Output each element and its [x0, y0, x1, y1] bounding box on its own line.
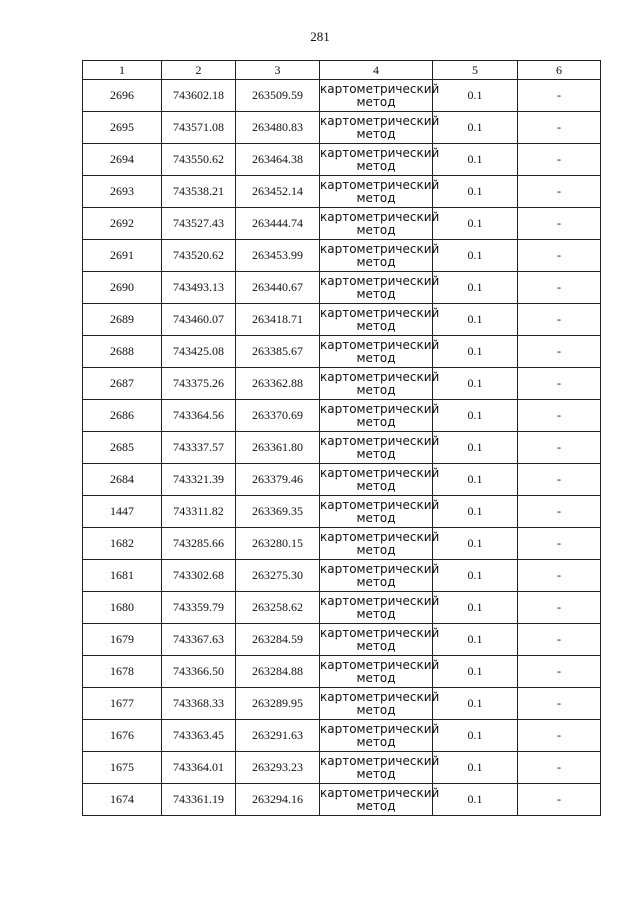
method-cell [320, 560, 440, 592]
method-text: картометрический [320, 593, 440, 608]
table-row [83, 208, 601, 240]
note-cell: - [518, 400, 601, 432]
note-cell: - [518, 304, 601, 336]
table-row [83, 272, 601, 304]
table-row [83, 592, 601, 624]
method-text: метод [356, 606, 396, 621]
accuracy-cell: 0.1 [433, 368, 518, 400]
table-row [83, 112, 601, 144]
x-coordinate-cell: 743571.08 [162, 112, 236, 144]
y-coordinate-cell: 263440.67 [236, 272, 320, 304]
method-text: метод [356, 638, 396, 653]
column-header: 2 [162, 61, 236, 80]
accuracy-cell: 0.1 [433, 752, 518, 784]
accuracy-cell: 0.1 [433, 720, 518, 752]
method-cell [320, 720, 440, 752]
method-text: метод [356, 126, 396, 141]
table-row [83, 656, 601, 688]
method-cell [320, 208, 440, 240]
method-cell [320, 272, 440, 304]
accuracy-cell: 0.1 [433, 208, 518, 240]
method-text: картометрический [320, 785, 440, 800]
x-coordinate-cell: 743364.56 [162, 400, 236, 432]
x-coordinate-cell: 743460.07 [162, 304, 236, 336]
table-row [83, 144, 601, 176]
accuracy-cell: 0.1 [433, 432, 518, 464]
y-coordinate-cell: 263362.88 [236, 368, 320, 400]
y-coordinate-cell: 263280.15 [236, 528, 320, 560]
method-cell [320, 752, 440, 784]
method-cell [320, 784, 440, 816]
note-cell: - [518, 368, 601, 400]
point-number-cell: 1675 [83, 752, 162, 784]
method-text: метод [356, 350, 396, 365]
note-cell: - [518, 272, 601, 304]
table-row [83, 496, 601, 528]
accuracy-cell: 0.1 [433, 240, 518, 272]
note-cell: - [518, 688, 601, 720]
method-cell [320, 496, 440, 528]
x-coordinate-cell: 743321.39 [162, 464, 236, 496]
method-text: метод [356, 318, 396, 333]
accuracy-cell: 0.1 [433, 144, 518, 176]
x-coordinate-cell: 743538.21 [162, 176, 236, 208]
note-cell: - [518, 112, 601, 144]
x-coordinate-cell: 743302.68 [162, 560, 236, 592]
method-text: метод [356, 286, 396, 301]
column-header: 1 [83, 61, 162, 80]
point-number-cell: 2694 [83, 144, 162, 176]
x-coordinate-cell: 743602.18 [162, 80, 236, 112]
table-row [83, 688, 601, 720]
note-cell: - [518, 528, 601, 560]
table-header-row [83, 61, 601, 80]
point-number-cell: 1680 [83, 592, 162, 624]
note-cell: - [518, 80, 601, 112]
method-text: картометрический [320, 81, 440, 96]
point-number-cell: 1682 [83, 528, 162, 560]
table-row [83, 336, 601, 368]
accuracy-cell: 0.1 [433, 304, 518, 336]
accuracy-cell: 0.1 [433, 112, 518, 144]
point-number-cell: 1677 [83, 688, 162, 720]
column-header: 3 [236, 61, 320, 80]
method-text: метод [356, 222, 396, 237]
point-number-cell: 2687 [83, 368, 162, 400]
method-cell [320, 464, 440, 496]
x-coordinate-cell: 743367.63 [162, 624, 236, 656]
table-row [83, 80, 601, 112]
point-number-cell: 1447 [83, 496, 162, 528]
point-number-cell: 2695 [83, 112, 162, 144]
method-cell [320, 80, 440, 112]
y-coordinate-cell: 263294.16 [236, 784, 320, 816]
table-body [83, 80, 601, 816]
point-number-cell: 1678 [83, 656, 162, 688]
note-cell: - [518, 560, 601, 592]
point-number-cell: 1674 [83, 784, 162, 816]
note-cell: - [518, 208, 601, 240]
x-coordinate-cell: 743425.08 [162, 336, 236, 368]
method-cell [320, 176, 440, 208]
point-number-cell: 2691 [83, 240, 162, 272]
column-header: 4 [320, 61, 433, 80]
y-coordinate-cell: 263509.59 [236, 80, 320, 112]
method-text: картометрический [320, 113, 440, 128]
y-coordinate-cell: 263284.59 [236, 624, 320, 656]
note-cell: - [518, 336, 601, 368]
method-text: метод [356, 510, 396, 525]
method-cell [320, 144, 440, 176]
accuracy-cell: 0.1 [433, 528, 518, 560]
method-text: метод [356, 670, 396, 685]
accuracy-cell: 0.1 [433, 176, 518, 208]
point-number-cell: 2690 [83, 272, 162, 304]
accuracy-cell: 0.1 [433, 336, 518, 368]
accuracy-cell: 0.1 [433, 688, 518, 720]
point-number-cell: 1679 [83, 624, 162, 656]
note-cell: - [518, 592, 601, 624]
method-text: картометрический [320, 145, 440, 160]
method-text: метод [356, 734, 396, 749]
y-coordinate-cell: 263369.35 [236, 496, 320, 528]
method-text: метод [356, 766, 396, 781]
point-number-cell: 2684 [83, 464, 162, 496]
table-row [83, 752, 601, 784]
x-coordinate-cell: 743366.50 [162, 656, 236, 688]
method-text: метод [356, 190, 396, 205]
point-number-cell: 2696 [83, 80, 162, 112]
note-cell: - [518, 240, 601, 272]
y-coordinate-cell: 263370.69 [236, 400, 320, 432]
accuracy-cell: 0.1 [433, 560, 518, 592]
y-coordinate-cell: 263464.38 [236, 144, 320, 176]
point-number-cell: 1676 [83, 720, 162, 752]
x-coordinate-cell: 743368.33 [162, 688, 236, 720]
method-text: картометрический [320, 561, 440, 576]
x-coordinate-cell: 743363.45 [162, 720, 236, 752]
method-text: метод [356, 574, 396, 589]
method-cell [320, 240, 440, 272]
table-row [83, 368, 601, 400]
table-row [83, 400, 601, 432]
method-text: метод [356, 542, 396, 557]
table-row [83, 464, 601, 496]
table-row [83, 528, 601, 560]
x-coordinate-cell: 743337.57 [162, 432, 236, 464]
table-row [83, 560, 601, 592]
accuracy-cell: 0.1 [433, 656, 518, 688]
method-text: картометрический [320, 657, 440, 672]
table-row [83, 240, 601, 272]
method-text: метод [356, 478, 396, 493]
method-text: метод [356, 158, 396, 173]
y-coordinate-cell: 263444.74 [236, 208, 320, 240]
y-coordinate-cell: 263361.80 [236, 432, 320, 464]
x-coordinate-cell: 743311.82 [162, 496, 236, 528]
note-cell: - [518, 176, 601, 208]
accuracy-cell: 0.1 [433, 400, 518, 432]
table-row [83, 432, 601, 464]
point-number-cell: 2689 [83, 304, 162, 336]
accuracy-cell: 0.1 [433, 272, 518, 304]
method-text: картометрический [320, 177, 440, 192]
column-header: 6 [518, 61, 601, 80]
method-text: метод [356, 446, 396, 461]
table-row [83, 784, 601, 816]
method-text: картометрический [320, 721, 440, 736]
method-text: картометрический [320, 209, 440, 224]
point-number-cell: 2686 [83, 400, 162, 432]
method-cell [320, 624, 440, 656]
accuracy-cell: 0.1 [433, 496, 518, 528]
y-coordinate-cell: 263452.14 [236, 176, 320, 208]
method-text: картометрический [320, 465, 440, 480]
method-text: картометрический [320, 241, 440, 256]
x-coordinate-cell: 743361.19 [162, 784, 236, 816]
method-text: картометрический [320, 401, 440, 416]
table-row [83, 624, 601, 656]
accuracy-cell: 0.1 [433, 80, 518, 112]
note-cell: - [518, 496, 601, 528]
note-cell: - [518, 144, 601, 176]
y-coordinate-cell: 263379.46 [236, 464, 320, 496]
method-text: метод [356, 254, 396, 269]
method-cell [320, 304, 440, 336]
x-coordinate-cell: 743527.43 [162, 208, 236, 240]
accuracy-cell: 0.1 [433, 464, 518, 496]
point-number-cell: 2688 [83, 336, 162, 368]
point-number-cell: 1681 [83, 560, 162, 592]
y-coordinate-cell: 263418.71 [236, 304, 320, 336]
x-coordinate-cell: 743375.26 [162, 368, 236, 400]
method-cell [320, 432, 440, 464]
column-header: 5 [433, 61, 518, 80]
x-coordinate-cell: 743364.01 [162, 752, 236, 784]
y-coordinate-cell: 263291.63 [236, 720, 320, 752]
point-number-cell: 2685 [83, 432, 162, 464]
note-cell: - [518, 432, 601, 464]
coordinates-table [82, 60, 601, 816]
method-cell [320, 368, 440, 400]
method-text: картометрический [320, 497, 440, 512]
y-coordinate-cell: 263289.95 [236, 688, 320, 720]
y-coordinate-cell: 263275.30 [236, 560, 320, 592]
table-row [83, 304, 601, 336]
y-coordinate-cell: 263258.62 [236, 592, 320, 624]
method-text: метод [356, 94, 396, 109]
y-coordinate-cell: 263293.23 [236, 752, 320, 784]
page-number: 281 [310, 29, 330, 44]
method-text: картометрический [320, 337, 440, 352]
method-text: картометрический [320, 369, 440, 384]
note-cell: - [518, 784, 601, 816]
method-text: картометрический [320, 433, 440, 448]
note-cell: - [518, 656, 601, 688]
x-coordinate-cell: 743285.66 [162, 528, 236, 560]
method-cell [320, 336, 440, 368]
accuracy-cell: 0.1 [433, 624, 518, 656]
method-text: картометрический [320, 529, 440, 544]
method-text: картометрический [320, 625, 440, 640]
method-text: метод [356, 382, 396, 397]
table-row [83, 720, 601, 752]
method-cell [320, 528, 440, 560]
y-coordinate-cell: 263284.88 [236, 656, 320, 688]
method-text: картометрический [320, 305, 440, 320]
x-coordinate-cell: 743520.62 [162, 240, 236, 272]
method-text: картометрический [320, 689, 440, 704]
method-cell [320, 688, 440, 720]
method-cell [320, 112, 440, 144]
method-text: картометрический [320, 753, 440, 768]
method-cell [320, 656, 440, 688]
point-number-cell: 2693 [83, 176, 162, 208]
method-text: метод [356, 414, 396, 429]
accuracy-cell: 0.1 [433, 784, 518, 816]
x-coordinate-cell: 743359.79 [162, 592, 236, 624]
y-coordinate-cell: 263453.99 [236, 240, 320, 272]
table-row [83, 176, 601, 208]
x-coordinate-cell: 743493.13 [162, 272, 236, 304]
method-text: картометрический [320, 273, 440, 288]
method-cell [320, 400, 440, 432]
note-cell: - [518, 464, 601, 496]
y-coordinate-cell: 263385.67 [236, 336, 320, 368]
y-coordinate-cell: 263480.83 [236, 112, 320, 144]
note-cell: - [518, 720, 601, 752]
method-text: метод [356, 702, 396, 717]
method-cell [320, 592, 440, 624]
note-cell: - [518, 624, 601, 656]
point-number-cell: 2692 [83, 208, 162, 240]
accuracy-cell: 0.1 [433, 592, 518, 624]
note-cell: - [518, 752, 601, 784]
method-text: метод [356, 798, 396, 813]
x-coordinate-cell: 743550.62 [162, 144, 236, 176]
